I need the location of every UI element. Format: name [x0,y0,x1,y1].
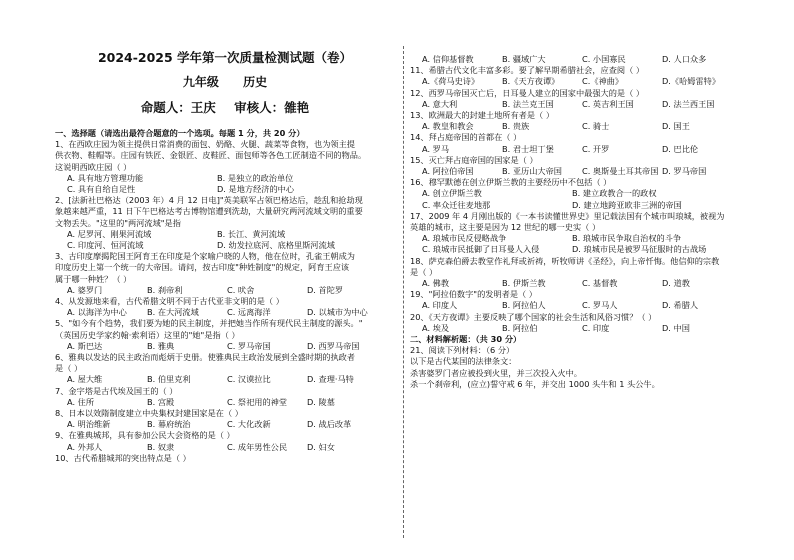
answer-option[interactable]: B. 琅城市民争取自治权的斗争 [572,233,682,244]
answer-option[interactable]: C. 大化改新 [227,419,271,430]
answer-option[interactable]: B. 是独立的政治单位 [217,172,294,183]
answer-option[interactable]: C. 吠舍 [227,284,255,295]
answer-option[interactable]: D. 道教 [662,278,690,289]
answer-option[interactable]: D. 战后改革 [307,419,352,430]
answer-option[interactable]: B. 奴隶 [147,441,175,452]
answer-option[interactable]: C. 罗马帝国 [227,340,271,351]
question-text: 10、古代希腊城邦的突出特点是（ ） [55,452,191,463]
question-text: 19、"阿拉伯数字"的发明者是（ ） [410,289,537,300]
answer-option[interactable]: D. 国王 [662,121,690,132]
answer-option[interactable]: D. 以城市为中心 [307,307,368,318]
answer-option[interactable]: A. 佛教 [422,278,450,289]
question-text: 13、欧洲最大的封建土地所有者是（ ） [410,110,555,121]
column-divider [403,46,404,538]
answer-option[interactable]: D. 西罗马帝国 [307,340,360,351]
answer-option[interactable]: D. 幼发拉底河、底格里斯河流域 [217,240,335,251]
exam-subtitle [60,73,390,90]
answer-option[interactable]: A. 斯巴达 [67,340,103,351]
option-row [55,307,397,318]
answer-option[interactable]: D. 建立地跨亚欧非三洲的帝国 [572,199,682,210]
question-text: 这说明西欧庄园（ ） [55,161,132,172]
answer-option[interactable]: C. 祭祀用的神堂 [227,396,288,407]
answer-option[interactable]: B. 宫殿 [147,396,175,407]
question-text: 是（ ） [55,363,83,374]
answer-option[interactable]: B. 贵族 [502,121,530,132]
answer-option[interactable]: B. 在大河流域 [147,307,199,318]
answer-option[interactable]: D. 人口众多 [662,54,707,64]
option-row [55,285,397,296]
answer-option[interactable]: A. 信仰基督教 [422,54,474,64]
answer-option[interactable]: A. 埃及 [422,322,450,333]
answer-option[interactable]: A. 住所 [67,396,95,407]
answer-option[interactable]: B. 伯里克利 [147,374,191,385]
question-text: 6、雅典以发达的民主政治而彪炳于史册。使雅典民主政治发展到全盛时期的执政者 [55,352,355,363]
answer-option[interactable]: C. 琅城市民抵御了日耳曼人入侵 [422,244,540,255]
answer-option[interactable]: D. 首陀罗 [307,284,344,295]
answer-option[interactable]: A. 屋大维 [67,374,103,385]
left-column [55,128,397,464]
answer-option[interactable]: B. 幕府统治 [147,419,191,430]
option-row [410,166,755,177]
answer-option[interactable]: A.《荷马史诗》 [422,76,480,87]
proposer-label: 命题人：王庆 [140,100,216,115]
answer-option[interactable]: A. 意大利 [422,98,458,109]
answer-option[interactable]: B. 法兰克王国 [502,98,554,109]
answer-option[interactable]: B. 长江、黄河流域 [217,228,286,239]
answer-option[interactable]: B. 疆域广大 [502,54,546,64]
option-row [410,144,755,155]
question-text: 是（ ） [410,266,438,277]
answer-option[interactable]: B. 建立政教合一的政权 [572,188,657,199]
answer-option[interactable]: D. 罗马帝国 [662,166,707,177]
option-row [55,173,397,184]
option-row [55,374,397,385]
answer-option[interactable]: A. 明治维新 [67,419,111,430]
exam-title: 2024-2025 学年第一次质量检测试题（卷） [97,50,353,65]
question-text: 1、在西欧庄园为领主提供日常消费的面包、奶酪、火腿、蔬菜等食物，也为领主提 [55,139,355,150]
option-row [410,233,755,244]
question-text: 8、日本以效隋制度建立中央集权封建国家是在（ ） [55,408,243,419]
question-text: （英国历史学家约翰·索利语）这里的"她"是指（ ） [55,329,240,340]
answer-option[interactable]: A. 婆罗门 [67,284,103,295]
answer-option[interactable]: D.《哈姆雷特》 [662,76,721,87]
right-column [410,54,755,390]
answer-option[interactable]: D. 查理·马特 [307,374,354,385]
question-text: 印度历史上第一个统一的大帝国。请问，按古印度"种姓制度"的规定，阿育王应该 [55,262,350,273]
answer-option[interactable]: C. 奥斯曼土耳其帝国 [582,166,659,177]
answer-option[interactable]: C. 远离海洋 [227,307,271,318]
answer-option[interactable]: B. 阿拉伯人 [502,300,546,311]
question-text: 象越来越严重，11 日下午巴格达考古博物馆遭到洗劫，大量研究两河流域文明的重要 [55,206,363,217]
option-row [410,188,755,199]
option-row [410,278,755,289]
answer-option[interactable]: B.《天方夜谭》 [502,76,560,87]
question-text: 9、在雅典城邦，具有参加公民大会资格的是（ ） [55,430,235,441]
answer-option[interactable]: B. 雅典 [147,340,175,351]
answer-option[interactable]: D. 是地方经济的中心 [217,184,295,195]
option-row [410,54,755,65]
answer-option[interactable]: A. 阿拉伯帝国 [422,166,474,177]
answer-option[interactable]: B. 君士坦丁堡 [502,143,554,154]
question-text: 英雄的城市，这主要是因为 12 世纪的哪一史实（ ） [410,222,601,233]
answer-option[interactable]: D. 妇女 [307,441,335,452]
grade-label: 九年级 [182,75,219,89]
answer-option[interactable]: A. 琅城市民反侵略战争 [422,233,507,244]
question-text: 16、穆罕默德在创立伊斯兰教的主要经历中不包括（ ） [410,177,612,188]
answer-option[interactable]: A. 创立伊斯兰教 [422,188,482,199]
question-text: 14、拜占庭帝国的首都在（ ） [410,132,522,143]
answer-option[interactable]: C. 基督教 [582,278,618,289]
answer-option[interactable]: C. 率众迁往麦地那 [422,199,491,210]
question-text: 7、金字塔是古代埃及国王的（ ） [55,385,178,396]
answer-option[interactable]: C. 罗马人 [582,300,618,311]
question-text: 供衣物、鞋帽等。庄园有铁匠、金银匠、皮鞋匠、面包师等各色工匠制造不同的物品。 [55,150,367,161]
answer-option[interactable]: C. 小国寡民 [582,54,626,64]
answer-option[interactable]: A. 以海洋为中心 [67,307,127,318]
subject-label: 历史 [243,75,268,89]
question-text: 12、西罗马帝国灭亡后，日耳曼人建立的国家中最强大的是（ ） [410,87,645,98]
option-row [410,300,755,311]
option-row [410,76,755,87]
question-text: 2、[法新社巴格达（2003 年）4 月 12 日电]"英美联军占领巴格达后，趁乱和抢劫现 [55,195,363,206]
section-heading: 二、材料解析题：（共 30 分） [410,334,522,345]
option-row [55,341,397,352]
answer-option[interactable]: A. 印度人 [422,300,458,311]
answer-option[interactable]: D. 琅城市民是被罗马征服时的古战场 [572,244,707,255]
answer-option[interactable]: C.《神曲》 [582,76,624,87]
answer-option[interactable]: A. 罗马 [422,143,450,154]
question-text: 21、阅读下列材料：（6 分） [410,345,515,356]
option-row [55,397,397,408]
answer-option[interactable]: C. 骑士 [582,121,610,132]
answer-option[interactable]: A. 具有地方管理功能 [67,172,144,183]
answer-option[interactable]: D. 巴比伦 [662,143,699,154]
question-text: 属于哪一种姓？（ ） [55,273,132,284]
reviewer-label: 审核人：雒艳 [234,100,310,115]
question-text: 18、萨克森伯爵去教堂作礼拜或祈祷，听牧师讲《圣经》，向上帝忏悔。他信仰的宗教 [410,255,720,266]
answer-option[interactable]: A. 教皇和教会 [422,121,474,132]
option-row [55,240,397,251]
answer-option[interactable]: D. 陵墓 [307,396,335,407]
answer-option[interactable]: C. 汉谟拉比 [227,374,271,385]
option-row [55,184,397,195]
answer-option[interactable]: C. 印度 [582,322,610,333]
question-text: 17、2009 年 4 月刚出版的《一本书读懂世界史》里记载法国有个城市叫琅城，被视为 [410,210,725,221]
material-text: 以下是古代某国的法律条文： [410,356,517,367]
answer-option[interactable]: D. 希腊人 [662,300,699,311]
section-heading: 一、选择题（请选出最符合题意的一个选项。每题 1 分，共 20 分） [55,128,305,138]
answer-option[interactable]: C. 印度河、恒河流域 [67,240,144,251]
question-text: 3、古印度摩揭陀国王阿育王在印度是个家喻户晓的人物，他在位时，孔雀王朝成为 [55,251,355,262]
answer-option[interactable]: B. 亚历山大帝国 [502,166,562,177]
option-row [410,99,755,110]
option-row [55,442,397,453]
answer-option[interactable]: C. 英吉利王国 [582,98,634,109]
answer-option[interactable]: C. 开罗 [582,143,610,154]
exam-authors [60,98,390,116]
answer-option[interactable]: B. 伊斯兰教 [502,278,546,289]
question-text: 15、灭亡拜占庭帝国的国家是（ ） [410,154,538,165]
answer-option[interactable]: A. 外邦人 [67,441,103,452]
answer-option[interactable]: C. 具有自给自足性 [67,184,136,195]
option-row [410,244,755,255]
answer-option[interactable]: B. 刹帝利 [147,284,183,295]
option-row [410,200,755,211]
answer-option[interactable]: C. 成年男性公民 [227,441,288,452]
answer-option[interactable]: B. 阿拉伯 [502,322,538,333]
question-text: 11、希腊古代文化丰富多彩。要了解早期希腊社会，应查阅（ ） [410,65,645,76]
answer-option[interactable]: D. 中国 [662,322,690,333]
answer-option[interactable]: A. 尼罗河、刚果河流域 [67,228,152,239]
question-text: 20、《天方夜谭》主要反映了哪个国家的社会生活和风俗习惯？（ ） [410,311,657,322]
question-text: 4、从发源地来看，古代希腊文明不同于古代亚非文明的是（ ） [55,296,284,307]
question-text: 文物丢失。"这里的"两河流域"是指 [55,217,181,228]
material-text: 杀害婆罗门者应被投到火里，并三次投入火中。 [410,367,582,378]
option-row [410,121,755,132]
option-row [55,419,397,430]
answer-option[interactable]: D. 法兰西王国 [662,98,715,109]
material-text: 杀一个刹帝利，(应立)誓守戒 6 年，并交出 1000 头牛和 1 头公牛。 [410,378,660,389]
question-text: 5、"如今有个趋势，我们要为她的民主制度，并把她当作所有现代民主制度的源头。" [55,318,363,329]
option-row [410,323,755,334]
option-row [55,229,397,240]
